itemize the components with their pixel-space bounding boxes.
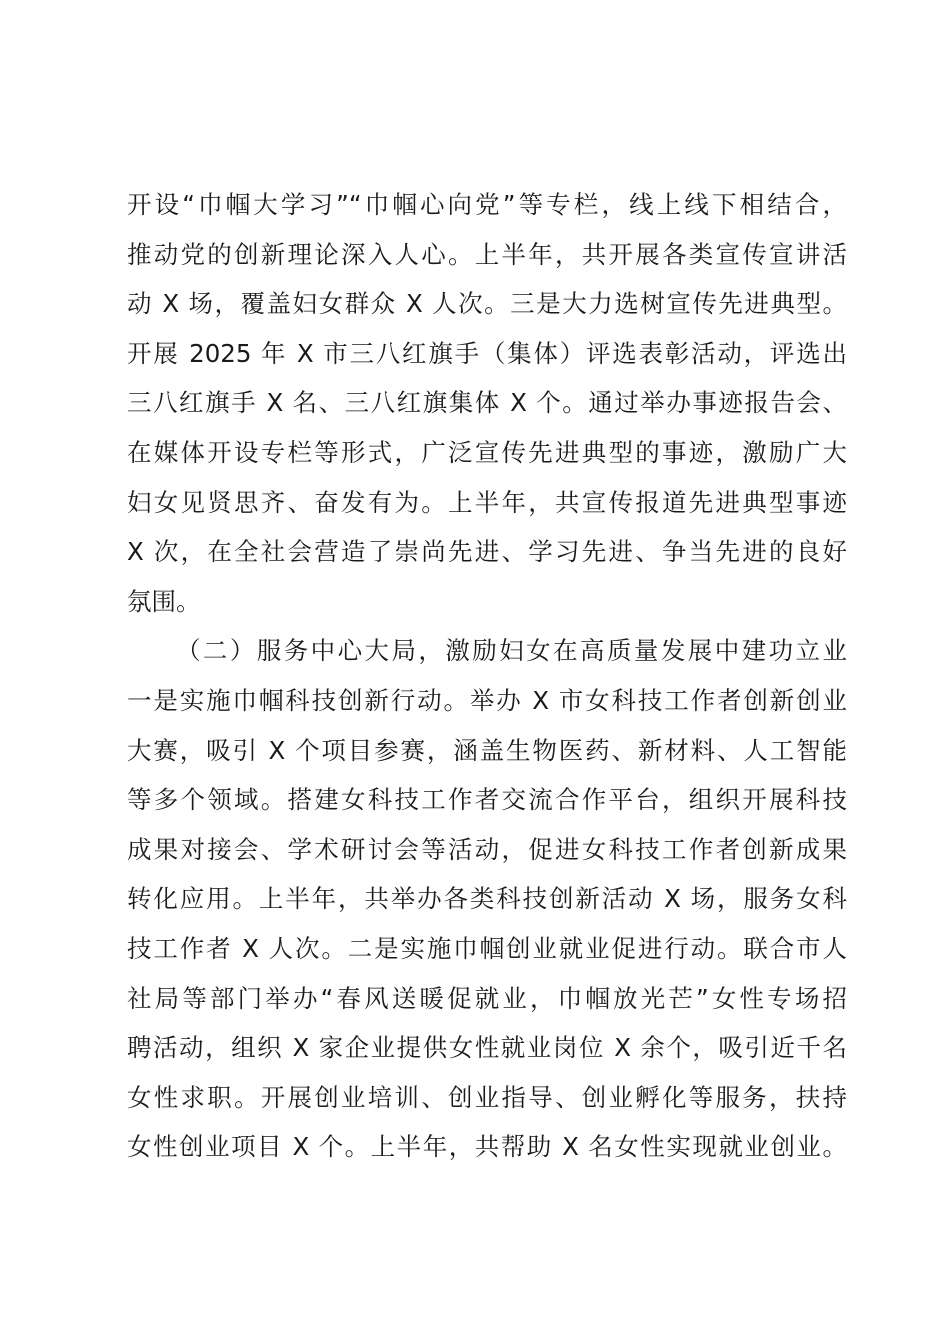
text-line: 等多个领域。搭建女科技工作者交流合作平台，组织开展科技 — [127, 785, 847, 815]
text-line: 三八红旗手 X 名、三八红旗集体 X 个。通过举办事迹报告会、 — [127, 388, 847, 418]
text-line: 开设“巾帼大学习”“巾帼心向党”等专栏，线上线下相结合， — [127, 190, 847, 219]
text-line: 一是实施巾帼科技创新行动。举办 X 市女科技工作者创新创业 — [127, 685, 847, 715]
text-line: X 次，在全社会营造了崇尚先进、学习先进、争当先进的良好 — [127, 537, 847, 567]
body-text — [127, 180, 847, 1172]
text-line: 成果对接会、学术研讨会等活动，促进女科技工作者创新成果 — [127, 834, 847, 864]
text-line: 社局等部门举办“春风送暖促就业，巾帼放光芒”女性专场招 — [127, 983, 847, 1013]
text-line: 氛围。 — [127, 586, 201, 616]
text-line: 开展 2025 年 X 市三八红旗手（集体）评选表彰活动，评选出 — [127, 338, 847, 368]
text-line: 技工作者 X 人次。二是实施巾帼创业就业促进行动。联合市人 — [127, 933, 847, 963]
text-line: 妇女见贤思齐、奋发有为。上半年，共宣传报道先进典型事迹 — [127, 487, 847, 517]
text-line: 女性创业项目 X 个。上半年，共帮助 X 名女性实现就业创业。 — [127, 1132, 847, 1162]
section-heading-line: （二）服务中心大局，激励妇女在高质量发展中建功立业 — [176, 636, 847, 666]
text-line: 转化应用。上半年，共举办各类科技创新活动 X 场，服务女科 — [127, 884, 847, 914]
text-line: 聘活动，组织 X 家企业提供女性就业岗位 X 余个，吸引近千名 — [127, 1033, 847, 1063]
text-line: 在媒体开设专栏等形式，广泛宣传先进典型的事迹，激励广大 — [127, 437, 847, 467]
text-line: 女性求职。开展创业培训、创业指导、创业孵化等服务，扶持 — [127, 1082, 847, 1112]
text-line: 动 X 场，覆盖妇女群众 X 人次。三是大力选树宣传先进典型。 — [127, 289, 847, 319]
text-line: 推动党的创新理论深入人心。上半年，共开展各类宣传宣讲活 — [127, 239, 847, 269]
text-line: 大赛，吸引 X 个项目参赛，涵盖生物医药、新材料、人工智能 — [127, 735, 847, 765]
